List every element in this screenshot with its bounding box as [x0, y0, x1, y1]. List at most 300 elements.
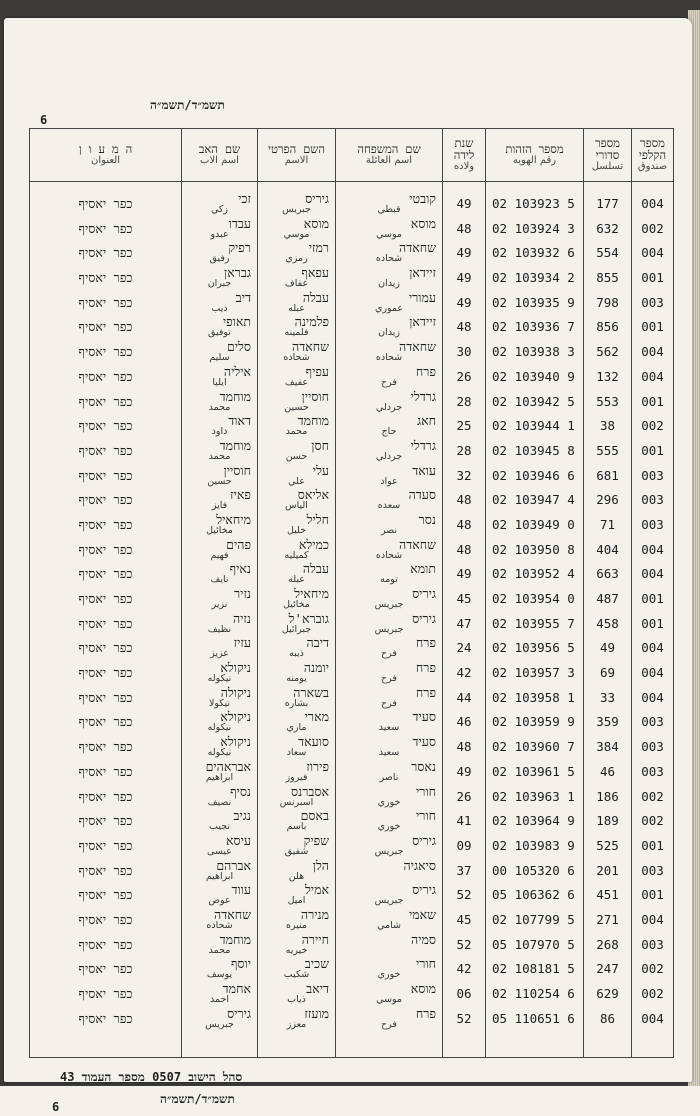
ballot-box-cell: 001 — [632, 315, 674, 340]
first-name-cell: עפאף عفاف — [258, 266, 336, 291]
table-row — [30, 661, 674, 686]
address-cell: כפר יאסיף — [30, 390, 182, 415]
id-number-cell: 00 105320 6 — [486, 859, 584, 884]
ballot-box-cell: 001 — [632, 587, 674, 612]
father-name-cell: גבראן جبران — [182, 266, 258, 291]
col-serial: מספר סדורי تسلسل — [584, 129, 632, 182]
address-cell: כפר יאסיף — [30, 562, 182, 587]
id-number-cell: 02 103934 2 — [486, 266, 584, 291]
next-page-title: תשמ״ד/תשמ״ה — [160, 1092, 235, 1106]
ballot-box-cell: 003 — [632, 859, 674, 884]
family-name-cell: גיריס جبريس — [336, 587, 443, 612]
ballot-box-cell: 001 — [632, 834, 674, 859]
father-name-cell: מוחמד محمد — [182, 390, 258, 415]
father-name-cell: דיב ذيب — [182, 291, 258, 316]
family-name-cell: סעדה سعده — [336, 488, 443, 513]
birth-year-cell: 42 — [443, 957, 486, 982]
first-name-cell: מוחמד محمد — [258, 414, 336, 439]
table-row — [30, 859, 674, 884]
id-number-cell: 02 103961 5 — [486, 760, 584, 785]
page-footer: סהל הישוב 0507 מספר העמוד 43 — [60, 1070, 243, 1084]
birth-year-cell: 37 — [443, 859, 486, 884]
table-row — [30, 612, 674, 637]
id-number-cell: 02 103942 5 — [486, 390, 584, 415]
serial-cell: 629 — [584, 982, 632, 1007]
address-cell: כפר יאסיף — [30, 636, 182, 661]
father-name-cell: אחמד احمد — [182, 982, 258, 1007]
birth-year-cell: 49 — [443, 562, 486, 587]
ballot-box-cell: 004 — [632, 340, 674, 365]
ballot-box-cell: 004 — [632, 538, 674, 563]
address-cell: כפר יאסיף — [30, 488, 182, 513]
father-name-cell: שחאדה شحاده — [182, 908, 258, 933]
family-name-cell: נאסר ناصر — [336, 760, 443, 785]
table-row — [30, 785, 674, 810]
ballot-box-cell: 002 — [632, 957, 674, 982]
birth-year-cell: 49 — [443, 760, 486, 785]
birth-year-cell: 52 — [443, 1007, 486, 1058]
family-name-cell: שחאדה شحاده — [336, 241, 443, 266]
address-cell: כפר יאסיף — [30, 587, 182, 612]
address-cell: כפר יאסיף — [30, 365, 182, 390]
serial-cell: 663 — [584, 562, 632, 587]
birth-year-cell: 42 — [443, 661, 486, 686]
birth-year-cell: 45 — [443, 908, 486, 933]
serial-cell: 69 — [584, 661, 632, 686]
col-first-name: השם הפרטי الاسم — [258, 129, 336, 182]
id-number-cell: 02 103949 0 — [486, 513, 584, 538]
first-name-cell: חוסיין حسين — [258, 390, 336, 415]
address-cell: כפר יאסיף — [30, 266, 182, 291]
serial-cell: 451 — [584, 883, 632, 908]
family-name-cell: חורי خوري — [336, 785, 443, 810]
address-cell: כפר יאסיף — [30, 809, 182, 834]
ballot-box-cell: 002 — [632, 414, 674, 439]
birth-year-cell: 49 — [443, 266, 486, 291]
table-row — [30, 340, 674, 365]
serial-cell: 268 — [584, 933, 632, 958]
family-name-cell: מוסא موسي — [336, 982, 443, 1007]
father-name-cell: עזיז عزيز — [182, 636, 258, 661]
table-row — [30, 760, 674, 785]
family-name-cell: סמיה — [336, 933, 443, 958]
father-name-cell: נאיף نايف — [182, 562, 258, 587]
first-name-cell: פלמינה فلمينه — [258, 315, 336, 340]
first-name-cell: מיחאיל مخائيل — [258, 587, 336, 612]
serial-cell: 856 — [584, 315, 632, 340]
id-number-cell: 02 103923 5 — [486, 182, 584, 217]
father-name-cell: פאיז فايز — [182, 488, 258, 513]
table-row — [30, 933, 674, 958]
family-name-cell: שחאדה شحاده — [336, 340, 443, 365]
family-name-cell: סיאגיה — [336, 859, 443, 884]
family-name-cell: חורי خوري — [336, 809, 443, 834]
serial-cell: 132 — [584, 365, 632, 390]
father-name-cell: איליה ايليا — [182, 365, 258, 390]
father-name-cell: סלים سليم — [182, 340, 258, 365]
id-number-cell: 02 107799 5 — [486, 908, 584, 933]
id-number-cell: 05 107970 5 — [486, 933, 584, 958]
address-cell: כפר יאסיף — [30, 933, 182, 958]
ballot-box-cell: 004 — [632, 636, 674, 661]
family-name-cell: נסר نصر — [336, 513, 443, 538]
first-name-cell: עבלה عبله — [258, 291, 336, 316]
address-cell: כפר יאסיף — [30, 834, 182, 859]
ballot-box-cell: 004 — [632, 686, 674, 711]
table-row — [30, 266, 674, 291]
father-name-cell: מיחאיל مخائيل — [182, 513, 258, 538]
id-number-cell: 02 103958 1 — [486, 686, 584, 711]
ballot-box-cell: 002 — [632, 982, 674, 1007]
family-name-cell: גיריס جبريس — [336, 612, 443, 637]
birth-year-cell: 30 — [443, 340, 486, 365]
serial-cell: 38 — [584, 414, 632, 439]
col-birth-year: שנת לידה ولاده — [443, 129, 486, 182]
family-name-cell: זיידאן زيدان — [336, 266, 443, 291]
birth-year-cell: 41 — [443, 809, 486, 834]
address-cell: כפר יאסיף — [30, 883, 182, 908]
serial-cell: 247 — [584, 957, 632, 982]
first-name-cell: עבלה عبله — [258, 562, 336, 587]
first-name-cell: אסברנס اسبرنس — [258, 785, 336, 810]
ballot-box-cell: 004 — [632, 908, 674, 933]
birth-year-cell: 48 — [443, 488, 486, 513]
birth-year-cell: 48 — [443, 217, 486, 242]
ballot-box-cell: 004 — [632, 562, 674, 587]
table-row — [30, 291, 674, 316]
first-name-cell: גוברא'ל جبرائيل — [258, 612, 336, 637]
table-row — [30, 957, 674, 982]
table-row — [30, 562, 674, 587]
serial-cell: 177 — [584, 182, 632, 217]
family-name-cell: גרדלי جردلي — [336, 390, 443, 415]
birth-year-cell: 06 — [443, 982, 486, 1007]
address-cell: כפר יאסיף — [30, 612, 182, 637]
birth-year-cell: 49 — [443, 182, 486, 217]
col-address: ה מ ע ו ן العنوان — [30, 129, 182, 182]
address-cell: כפר יאסיף — [30, 315, 182, 340]
serial-cell: 855 — [584, 266, 632, 291]
address-cell: כפר יאסיף — [30, 538, 182, 563]
address-cell: כפר יאסיף — [30, 182, 182, 217]
birth-year-cell: 48 — [443, 735, 486, 760]
table-row — [30, 488, 674, 513]
page-number: 6 — [40, 113, 48, 127]
family-name-cell: עואד عواد — [336, 464, 443, 489]
birth-year-cell: 24 — [443, 636, 486, 661]
address-cell: כפר יאסיף — [30, 1007, 182, 1058]
serial-cell: 487 — [584, 587, 632, 612]
birth-year-cell: 46 — [443, 710, 486, 735]
address-cell: כפר יאסיף — [30, 241, 182, 266]
first-name-cell: מועזז معزز — [258, 1007, 336, 1058]
first-name-cell: פירוז فيروز — [258, 760, 336, 785]
birth-year-cell: 26 — [443, 785, 486, 810]
id-number-cell: 05 106362 6 — [486, 883, 584, 908]
address-cell: כפר יאסיף — [30, 710, 182, 735]
ballot-box-cell: 001 — [632, 439, 674, 464]
father-name-cell: נזיה نظيف — [182, 612, 258, 637]
id-number-cell: 02 103964 9 — [486, 809, 584, 834]
id-number-cell: 02 103956 5 — [486, 636, 584, 661]
family-name-cell: זיידאן زيدان — [336, 315, 443, 340]
birth-year-cell: 45 — [443, 587, 486, 612]
first-name-cell: חסן حسن — [258, 439, 336, 464]
table-row — [30, 538, 674, 563]
table-row — [30, 587, 674, 612]
father-name-cell: גיריס جبريس — [182, 1007, 258, 1058]
col-father: שם האב اسم الاب — [182, 129, 258, 182]
id-number-cell: 02 103940 9 — [486, 365, 584, 390]
next-page-number: 6 — [52, 1100, 60, 1114]
address-cell: כפר יאסיף — [30, 414, 182, 439]
family-name-cell: עמורי عموري — [336, 291, 443, 316]
serial-cell: 33 — [584, 686, 632, 711]
family-name-cell: חורי خوري — [336, 957, 443, 982]
ballot-box-cell: 003 — [632, 488, 674, 513]
id-number-cell: 02 103983 9 — [486, 834, 584, 859]
serial-cell: 359 — [584, 710, 632, 735]
ballot-box-cell: 003 — [632, 933, 674, 958]
address-cell: כפר יאסיף — [30, 735, 182, 760]
birth-year-cell: 28 — [443, 439, 486, 464]
col-ballot-box: מספר הקלפי صندوق — [632, 129, 674, 182]
first-name-cell: באסם باسم — [258, 809, 336, 834]
birth-year-cell: 32 — [443, 464, 486, 489]
ballot-box-cell: 003 — [632, 710, 674, 735]
serial-cell: 681 — [584, 464, 632, 489]
ballot-box-cell: 003 — [632, 735, 674, 760]
serial-cell: 296 — [584, 488, 632, 513]
ballot-box-cell: 001 — [632, 883, 674, 908]
address-cell: כפר יאסיף — [30, 785, 182, 810]
table-row — [30, 241, 674, 266]
table-row — [30, 414, 674, 439]
first-name-cell: גיריס جبريس — [258, 182, 336, 217]
ballot-box-cell: 004 — [632, 1007, 674, 1058]
id-number-cell: 02 103945 8 — [486, 439, 584, 464]
ballot-box-cell: 002 — [632, 217, 674, 242]
family-name-cell: תומא تومه — [336, 562, 443, 587]
father-name-cell: עבדו عبدو — [182, 217, 258, 242]
ballot-box-cell: 004 — [632, 182, 674, 217]
birth-year-cell: 52 — [443, 883, 486, 908]
birth-year-cell: 52 — [443, 933, 486, 958]
father-name-cell: רפיק رفيق — [182, 241, 258, 266]
father-name-cell: פהים فهيم — [182, 538, 258, 563]
father-name-cell: נזיר نزير — [182, 587, 258, 612]
id-number-cell: 02 103932 6 — [486, 241, 584, 266]
father-name-cell: ניקולא نيكوله — [182, 710, 258, 735]
address-cell: כפר יאסיף — [30, 859, 182, 884]
family-name-cell: שחאדה شحاده — [336, 538, 443, 563]
family-name-cell: קובטי قبطي — [336, 182, 443, 217]
father-name-cell: מוחמד محمد — [182, 933, 258, 958]
id-number-cell: 02 103950 8 — [486, 538, 584, 563]
first-name-cell: יומנה يومنه — [258, 661, 336, 686]
father-name-cell: עיסא عيسى — [182, 834, 258, 859]
ballot-box-cell: 002 — [632, 809, 674, 834]
serial-cell: 632 — [584, 217, 632, 242]
father-name-cell: דאוד داود — [182, 414, 258, 439]
birth-year-cell: 09 — [443, 834, 486, 859]
serial-cell: 553 — [584, 390, 632, 415]
ballot-box-cell: 003 — [632, 760, 674, 785]
table-row — [30, 390, 674, 415]
birth-year-cell: 48 — [443, 538, 486, 563]
family-name-cell: סעיד سعيد — [336, 735, 443, 760]
serial-cell: 49 — [584, 636, 632, 661]
first-name-cell: אמיל اميل — [258, 883, 336, 908]
serial-cell: 525 — [584, 834, 632, 859]
father-name-cell: ניקולא نيكوله — [182, 661, 258, 686]
id-number-cell: 02 103938 3 — [486, 340, 584, 365]
first-name-cell: רמזי رمزي — [258, 241, 336, 266]
id-number-cell: 02 103963 1 — [486, 785, 584, 810]
father-name-cell: יוסף يوسف — [182, 957, 258, 982]
id-number-cell: 02 103936 7 — [486, 315, 584, 340]
father-name-cell: אברהם ابراهيم — [182, 859, 258, 884]
birth-year-cell: 48 — [443, 315, 486, 340]
family-name-cell: פרח فرح — [336, 1007, 443, 1058]
address-cell: כפר יאסיף — [30, 439, 182, 464]
birth-year-cell: 47 — [443, 612, 486, 637]
table-row — [30, 365, 674, 390]
family-name-cell: גיריס جبريس — [336, 883, 443, 908]
table-row — [30, 217, 674, 242]
address-cell: כפר יאסיף — [30, 982, 182, 1007]
id-number-cell: 02 103960 7 — [486, 735, 584, 760]
ballot-box-cell: 002 — [632, 785, 674, 810]
family-name-cell: חאג حاج — [336, 414, 443, 439]
address-cell: כפר יאסיף — [30, 291, 182, 316]
id-number-cell: 05 110651 6 — [486, 1007, 584, 1058]
family-name-cell: פרח فرح — [336, 686, 443, 711]
id-number-cell: 02 103947 4 — [486, 488, 584, 513]
serial-cell: 189 — [584, 809, 632, 834]
birth-year-cell: 48 — [443, 513, 486, 538]
page-title: תשמ״ד/תשמ״ה — [150, 98, 225, 112]
birth-year-cell: 44 — [443, 686, 486, 711]
first-name-cell: שכיב شكيب — [258, 957, 336, 982]
address-cell: כפר יאסיף — [30, 217, 182, 242]
family-name-cell: סעיד سعيد — [336, 710, 443, 735]
table-row — [30, 513, 674, 538]
table-row — [30, 883, 674, 908]
ballot-box-cell: 004 — [632, 661, 674, 686]
col-id-number: מספר הזהות رقم الهويه — [486, 129, 584, 182]
next-page-edge — [0, 1086, 700, 1116]
serial-cell: 384 — [584, 735, 632, 760]
serial-cell: 201 — [584, 859, 632, 884]
id-number-cell: 02 103946 6 — [486, 464, 584, 489]
ballot-box-cell: 004 — [632, 241, 674, 266]
table-row — [30, 982, 674, 1007]
table-row — [30, 710, 674, 735]
serial-cell: 562 — [584, 340, 632, 365]
table-row — [30, 809, 674, 834]
ballot-box-cell: 001 — [632, 266, 674, 291]
serial-cell: 186 — [584, 785, 632, 810]
id-number-cell: 02 103935 9 — [486, 291, 584, 316]
serial-cell: 554 — [584, 241, 632, 266]
table-row — [30, 636, 674, 661]
first-name-cell: מארי ماري — [258, 710, 336, 735]
first-name-cell: דיאב ذياب — [258, 982, 336, 1007]
address-cell: כפר יאסיף — [30, 340, 182, 365]
table-row — [30, 464, 674, 489]
family-name-cell: מוסא موسي — [336, 217, 443, 242]
father-name-cell: עווד عوض — [182, 883, 258, 908]
father-name-cell: חוסיין حسين — [182, 464, 258, 489]
first-name-cell: מנירה منيره — [258, 908, 336, 933]
address-cell: כפר יאסיף — [30, 464, 182, 489]
serial-cell: 555 — [584, 439, 632, 464]
birth-year-cell: 25 — [443, 414, 486, 439]
father-name-cell: ניקולא نيكوله — [182, 735, 258, 760]
first-name-cell: חיירה خيريه — [258, 933, 336, 958]
family-name-cell: פרח فرح — [336, 365, 443, 390]
serial-cell: 46 — [584, 760, 632, 785]
id-number-cell: 02 103952 4 — [486, 562, 584, 587]
table-row — [30, 686, 674, 711]
table-row — [30, 439, 674, 464]
first-name-cell: סועאד سعاد — [258, 735, 336, 760]
voter-table — [29, 128, 674, 1058]
first-name-cell: בשארה بشاره — [258, 686, 336, 711]
table-row — [30, 834, 674, 859]
ballot-box-cell: 001 — [632, 390, 674, 415]
family-name-cell: פרח فرح — [336, 636, 443, 661]
address-cell: כפר יאסיף — [30, 686, 182, 711]
serial-cell: 404 — [584, 538, 632, 563]
ballot-box-cell: 001 — [632, 612, 674, 637]
serial-cell: 71 — [584, 513, 632, 538]
ballot-box-cell: 003 — [632, 513, 674, 538]
father-name-cell: נסיף نصيف — [182, 785, 258, 810]
address-cell: כפר יאסיף — [30, 661, 182, 686]
address-cell: כפר יאסיף — [30, 908, 182, 933]
first-name-cell: הלן هلن — [258, 859, 336, 884]
birth-year-cell: 49 — [443, 291, 486, 316]
col-family-name: שם המשפחה اسم العائلة — [336, 129, 443, 182]
table-row — [30, 1007, 674, 1058]
ballot-box-cell: 003 — [632, 291, 674, 316]
birth-year-cell: 26 — [443, 365, 486, 390]
family-name-cell: שאמי شامي — [336, 908, 443, 933]
father-name-cell: תאופי توفيق — [182, 315, 258, 340]
id-number-cell: 02 103957 3 — [486, 661, 584, 686]
id-number-cell: 02 110254 6 — [486, 982, 584, 1007]
table-header-row — [30, 129, 674, 182]
serial-cell: 458 — [584, 612, 632, 637]
first-name-cell: עלי علي — [258, 464, 336, 489]
first-name-cell: שחאדה شحاده — [258, 340, 336, 365]
first-name-cell: אליאס الياس — [258, 488, 336, 513]
address-cell: כפר יאסיף — [30, 760, 182, 785]
id-number-cell: 02 103959 9 — [486, 710, 584, 735]
first-name-cell: כמילא كميليه — [258, 538, 336, 563]
family-name-cell: גרדלי جردلي — [336, 439, 443, 464]
family-name-cell: פרח فرح — [336, 661, 443, 686]
table-row — [30, 315, 674, 340]
father-name-cell: מוחמד محمد — [182, 439, 258, 464]
father-name-cell: זכי زكي — [182, 182, 258, 217]
father-name-cell: נגיב نجيب — [182, 809, 258, 834]
address-cell: כפר יאסיף — [30, 957, 182, 982]
serial-cell: 798 — [584, 291, 632, 316]
serial-cell: 86 — [584, 1007, 632, 1058]
